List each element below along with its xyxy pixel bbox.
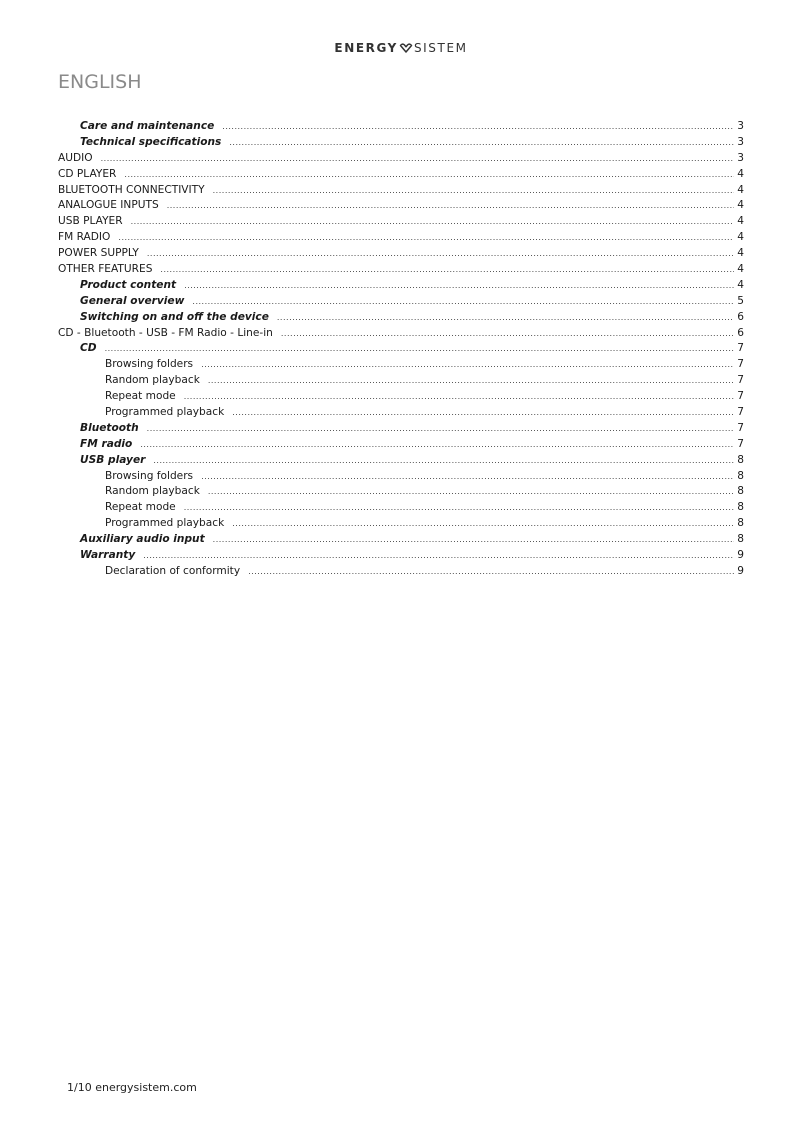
brand-logo bbox=[0, 41, 802, 55]
toc-entry-page: 8 bbox=[737, 485, 744, 498]
toc-entry-title: Repeat mode bbox=[105, 390, 176, 403]
toc-dot-leader bbox=[201, 357, 734, 373]
toc-entry-title: FM radio bbox=[80, 437, 133, 450]
toc-dot-leader bbox=[192, 294, 734, 310]
toc-dot-leader bbox=[184, 500, 735, 516]
toc-entry-title: CD - Bluetooth - USB - FM Radio - Line-in bbox=[58, 326, 273, 339]
toc-entry[interactable] bbox=[58, 214, 744, 230]
toc-dot-leader bbox=[140, 437, 734, 453]
toc-entry[interactable] bbox=[58, 469, 744, 485]
toc-dot-leader bbox=[229, 135, 734, 151]
toc-entry[interactable] bbox=[58, 310, 744, 326]
toc-dot-leader bbox=[124, 167, 734, 183]
toc-entry-page: 7 bbox=[737, 437, 744, 450]
toc-dot-leader bbox=[105, 341, 735, 357]
toc-dot-leader bbox=[160, 262, 734, 278]
toc-entry-title: OTHER FEATURES bbox=[58, 263, 153, 276]
toc-entry-title: Product content bbox=[80, 278, 177, 291]
toc-entry-page: 8 bbox=[737, 501, 744, 514]
toc-entry-page: 6 bbox=[737, 310, 744, 323]
toc-dot-leader bbox=[167, 198, 735, 214]
toc-entry-page: 8 bbox=[737, 533, 744, 546]
toc-entry-title: USB player bbox=[80, 453, 146, 466]
toc-entry-title: Warranty bbox=[80, 549, 136, 562]
toc-entry[interactable] bbox=[58, 135, 744, 151]
toc-dot-leader bbox=[101, 151, 735, 167]
toc-entry[interactable] bbox=[58, 198, 744, 214]
toc-entry-title: POWER SUPPLY bbox=[58, 247, 139, 260]
toc-entry[interactable] bbox=[58, 405, 744, 421]
toc-entry[interactable] bbox=[58, 421, 744, 437]
toc-entry[interactable] bbox=[58, 246, 744, 262]
toc-entry[interactable] bbox=[58, 484, 744, 500]
toc-entry-title: Switching on and off the device bbox=[80, 310, 269, 323]
toc-dot-leader bbox=[184, 278, 734, 294]
toc-dot-leader bbox=[147, 246, 734, 262]
toc-entry[interactable] bbox=[58, 151, 744, 167]
toc-entry[interactable] bbox=[58, 532, 744, 548]
toc-entry-page: 8 bbox=[737, 469, 744, 482]
toc-entry-page: 3 bbox=[737, 151, 744, 164]
toc-entry-page: 4 bbox=[737, 183, 744, 196]
toc-dot-leader bbox=[184, 389, 735, 405]
toc-entry-title: Browsing folders bbox=[105, 469, 194, 482]
toc-entry-page: 3 bbox=[737, 135, 744, 148]
toc-entry-page: 4 bbox=[737, 167, 744, 180]
toc-entry-title: CD bbox=[80, 342, 97, 355]
toc-entry[interactable] bbox=[58, 564, 744, 580]
toc-entry-title: Programmed playback bbox=[105, 406, 225, 419]
toc-dot-leader bbox=[118, 230, 734, 246]
toc-entry-page: 4 bbox=[737, 215, 744, 228]
toc-entry-title: Auxiliary audio input bbox=[80, 533, 205, 546]
toc-entry-title: Random playback bbox=[105, 485, 200, 498]
toc-entry[interactable] bbox=[58, 373, 744, 389]
toc-entry[interactable] bbox=[58, 548, 744, 564]
toc-dot-leader bbox=[248, 564, 734, 580]
toc-entry-page: 4 bbox=[737, 263, 744, 276]
toc-entry-title: Programmed playback bbox=[105, 517, 225, 530]
toc-dot-leader bbox=[213, 183, 735, 199]
toc-entry-page: 9 bbox=[737, 564, 744, 577]
toc-dot-leader bbox=[277, 310, 734, 326]
toc-entry-page: 4 bbox=[737, 231, 744, 244]
toc-entry[interactable] bbox=[58, 516, 744, 532]
toc-entry[interactable] bbox=[58, 341, 744, 357]
toc-entry[interactable] bbox=[58, 453, 744, 469]
toc-entry[interactable] bbox=[58, 119, 744, 135]
toc-dot-leader bbox=[232, 516, 734, 532]
heart-check-icon bbox=[399, 43, 413, 54]
toc-entry[interactable] bbox=[58, 389, 744, 405]
toc-entry[interactable] bbox=[58, 500, 744, 516]
toc-entry-page: 7 bbox=[737, 421, 744, 434]
toc-entry[interactable] bbox=[58, 437, 744, 453]
toc-entry-page: 7 bbox=[737, 342, 744, 355]
toc-entry-title: Technical specifications bbox=[80, 135, 222, 148]
toc-dot-leader bbox=[143, 548, 734, 564]
toc-entry-page: 8 bbox=[737, 453, 744, 466]
toc-entry-page: 7 bbox=[737, 406, 744, 419]
toc-dot-leader bbox=[131, 214, 735, 230]
toc-entry-title: Random playback bbox=[105, 374, 200, 387]
toc-entry-page: 7 bbox=[737, 390, 744, 403]
toc-entry-page: 3 bbox=[737, 120, 744, 132]
toc-entry-page: 4 bbox=[737, 247, 744, 260]
toc-entry[interactable] bbox=[58, 278, 744, 294]
toc-entry-page: 6 bbox=[737, 326, 744, 339]
toc-entry[interactable] bbox=[58, 183, 744, 199]
toc-entry-title: General overview bbox=[80, 294, 185, 307]
toc-dot-leader bbox=[222, 119, 734, 135]
toc-entry-page: 4 bbox=[737, 278, 744, 291]
toc-dot-leader bbox=[147, 421, 735, 437]
toc-entry-title: USB PLAYER bbox=[58, 215, 123, 228]
toc-entry-title: ANALOGUE INPUTS bbox=[58, 199, 159, 212]
page-footer: 1/10 energysistem.com bbox=[67, 1081, 197, 1094]
language-heading: ENGLISH bbox=[58, 71, 142, 93]
toc-dot-leader bbox=[213, 532, 735, 548]
toc-dot-leader bbox=[281, 326, 734, 342]
toc-entry[interactable] bbox=[58, 294, 744, 310]
toc-entry-page: 7 bbox=[737, 358, 744, 371]
brand-logo-right: SISTEM bbox=[413, 41, 468, 55]
toc-entry-page: 5 bbox=[737, 294, 744, 307]
toc-entry-title: CD PLAYER bbox=[58, 167, 117, 180]
toc-entry-title: Declaration of conformity bbox=[105, 564, 241, 577]
toc-entry-title: FM RADIO bbox=[58, 231, 111, 244]
toc-dot-leader bbox=[232, 405, 734, 421]
toc-entry[interactable] bbox=[58, 262, 744, 278]
toc-entry-page: 4 bbox=[737, 199, 744, 212]
toc-entry-title: Care and maintenance bbox=[80, 120, 215, 132]
toc-entry-page: 8 bbox=[737, 517, 744, 530]
toc-entry-title: AUDIO bbox=[58, 151, 93, 164]
toc-entry-title: Browsing folders bbox=[105, 358, 194, 371]
toc-entry[interactable] bbox=[58, 326, 744, 342]
toc-entry[interactable] bbox=[58, 230, 744, 246]
toc-dot-leader bbox=[208, 373, 734, 389]
toc-dot-leader bbox=[153, 453, 734, 469]
toc-entry-title: Repeat mode bbox=[105, 501, 176, 514]
toc-dot-leader bbox=[201, 469, 734, 485]
toc-entry[interactable] bbox=[58, 167, 744, 183]
toc-entry-title: Bluetooth bbox=[80, 421, 139, 434]
toc-entry-page: 9 bbox=[737, 549, 744, 562]
toc-dot-leader bbox=[208, 484, 734, 500]
table-of-contents bbox=[58, 119, 744, 580]
brand-logo-left: ENERGY bbox=[334, 41, 398, 55]
toc-entry-title: BLUETOOTH CONNECTIVITY bbox=[58, 183, 205, 196]
toc-entry-page: 7 bbox=[737, 374, 744, 387]
toc-entry[interactable] bbox=[58, 357, 744, 373]
